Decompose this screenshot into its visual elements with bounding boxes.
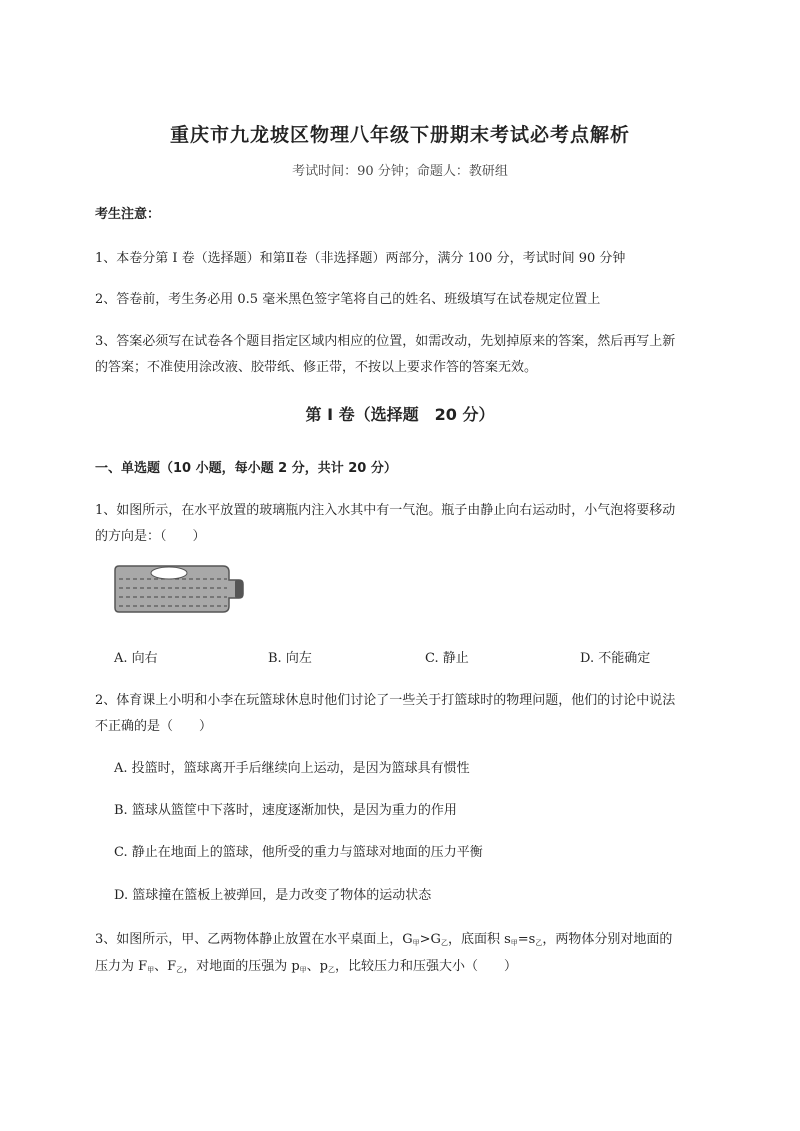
part-heading: 一、单选题（10 小题，每小题 2 分，共计 20 分）: [95, 461, 397, 476]
q2-option-d: D. 篮球撞在篮板上被弹回，是力改变了物体的运动状态: [114, 888, 432, 903]
q1-option-a: A. 向右: [114, 651, 158, 666]
section-title: 第 I 卷（选择题 20 分）: [305, 405, 495, 424]
notice-item-3: 3、答案必须写在试卷各个题目指定区域内相应的位置，如需改动，先划掉原来的答案，然后再写上新: [95, 334, 676, 349]
q1-option-c: C. 静止: [425, 651, 469, 666]
q1-option-d: D. 不能确定: [580, 651, 651, 666]
exam-info: 考试时间：90 分钟；命题人：教研组: [292, 164, 508, 179]
bottle-figure: [113, 564, 249, 614]
question-1-stem-cont: 的方向是：（ ）: [95, 529, 206, 544]
question-3-stem: [95, 928, 672, 948]
subscript: 甲: [510, 939, 518, 947]
question-2-stem: 2、体育课上小明和小李在玩篮球休息时他们讨论了一些关于打篮球时的物理问题，他们的讨论中说法: [95, 693, 676, 708]
q3-text: 压力为 F: [95, 959, 148, 974]
q3-text: >G: [419, 932, 441, 947]
notice-item-2: 2、答卷前，考生务必用 0.5 毫米黑色签字笔将自己的姓名、班级填写在试卷规定位置上: [95, 292, 601, 307]
q3-text: 3、如图所示，甲、乙两物体静止放置在水平桌面上，G: [95, 932, 413, 947]
q3-text: =s: [517, 932, 536, 947]
q3-text: ，底面积 s: [447, 932, 511, 947]
page-title: 重庆市九龙坡区物理八年级下册期末考试必考点解析: [169, 124, 630, 146]
subscript: 乙: [440, 939, 448, 947]
question-1-stem: 1、如图所示，在水平放置的玻璃瓶内注入水其中有一气泡。瓶子由静止向右运动时，小气泡将要移动: [95, 503, 676, 518]
q2-option-b: B. 篮球从篮筐中下落时，速度逐渐加快，是因为重力的作用: [114, 803, 457, 818]
q2-option-a: A. 投篮时，篮球离开手后继续向上运动，是因为篮球具有惯性: [114, 761, 470, 776]
question-3-stem-cont: [95, 955, 517, 975]
question-2-stem-cont: 不正确的是（ ）: [95, 719, 213, 734]
q1-option-b: B. 向左: [268, 651, 312, 666]
subscript: 乙: [327, 966, 335, 974]
q3-text: ，两物体分别对地面的: [542, 932, 673, 947]
notice-item-1: 1、本卷分第 I 卷（选择题）和第Ⅱ卷（非选择题）两部分，满分 100 分，考试时间 90 分钟: [95, 251, 626, 266]
subscript: 乙: [176, 966, 184, 974]
q2-option-c: C. 静止在地面上的篮球，他所受的重力与篮球对地面的压力平衡: [114, 845, 483, 860]
q3-text: 、p: [306, 959, 328, 974]
q3-text: ，比较压力和压强大小（ ）: [334, 959, 517, 974]
subscript: 甲: [147, 966, 155, 974]
notice-item-3-cont: 的答案；不准使用涂改液、胶带纸、修正带，不按以上要求作答的答案无效。: [95, 360, 538, 375]
q3-text: ，对地面的压强为 p: [183, 959, 300, 974]
subscript: 乙: [535, 939, 543, 947]
notice-heading: 考生注意：: [95, 207, 161, 222]
subscript: 甲: [299, 966, 307, 974]
q3-text: 、F: [154, 959, 177, 974]
subscript: 甲: [412, 939, 420, 947]
